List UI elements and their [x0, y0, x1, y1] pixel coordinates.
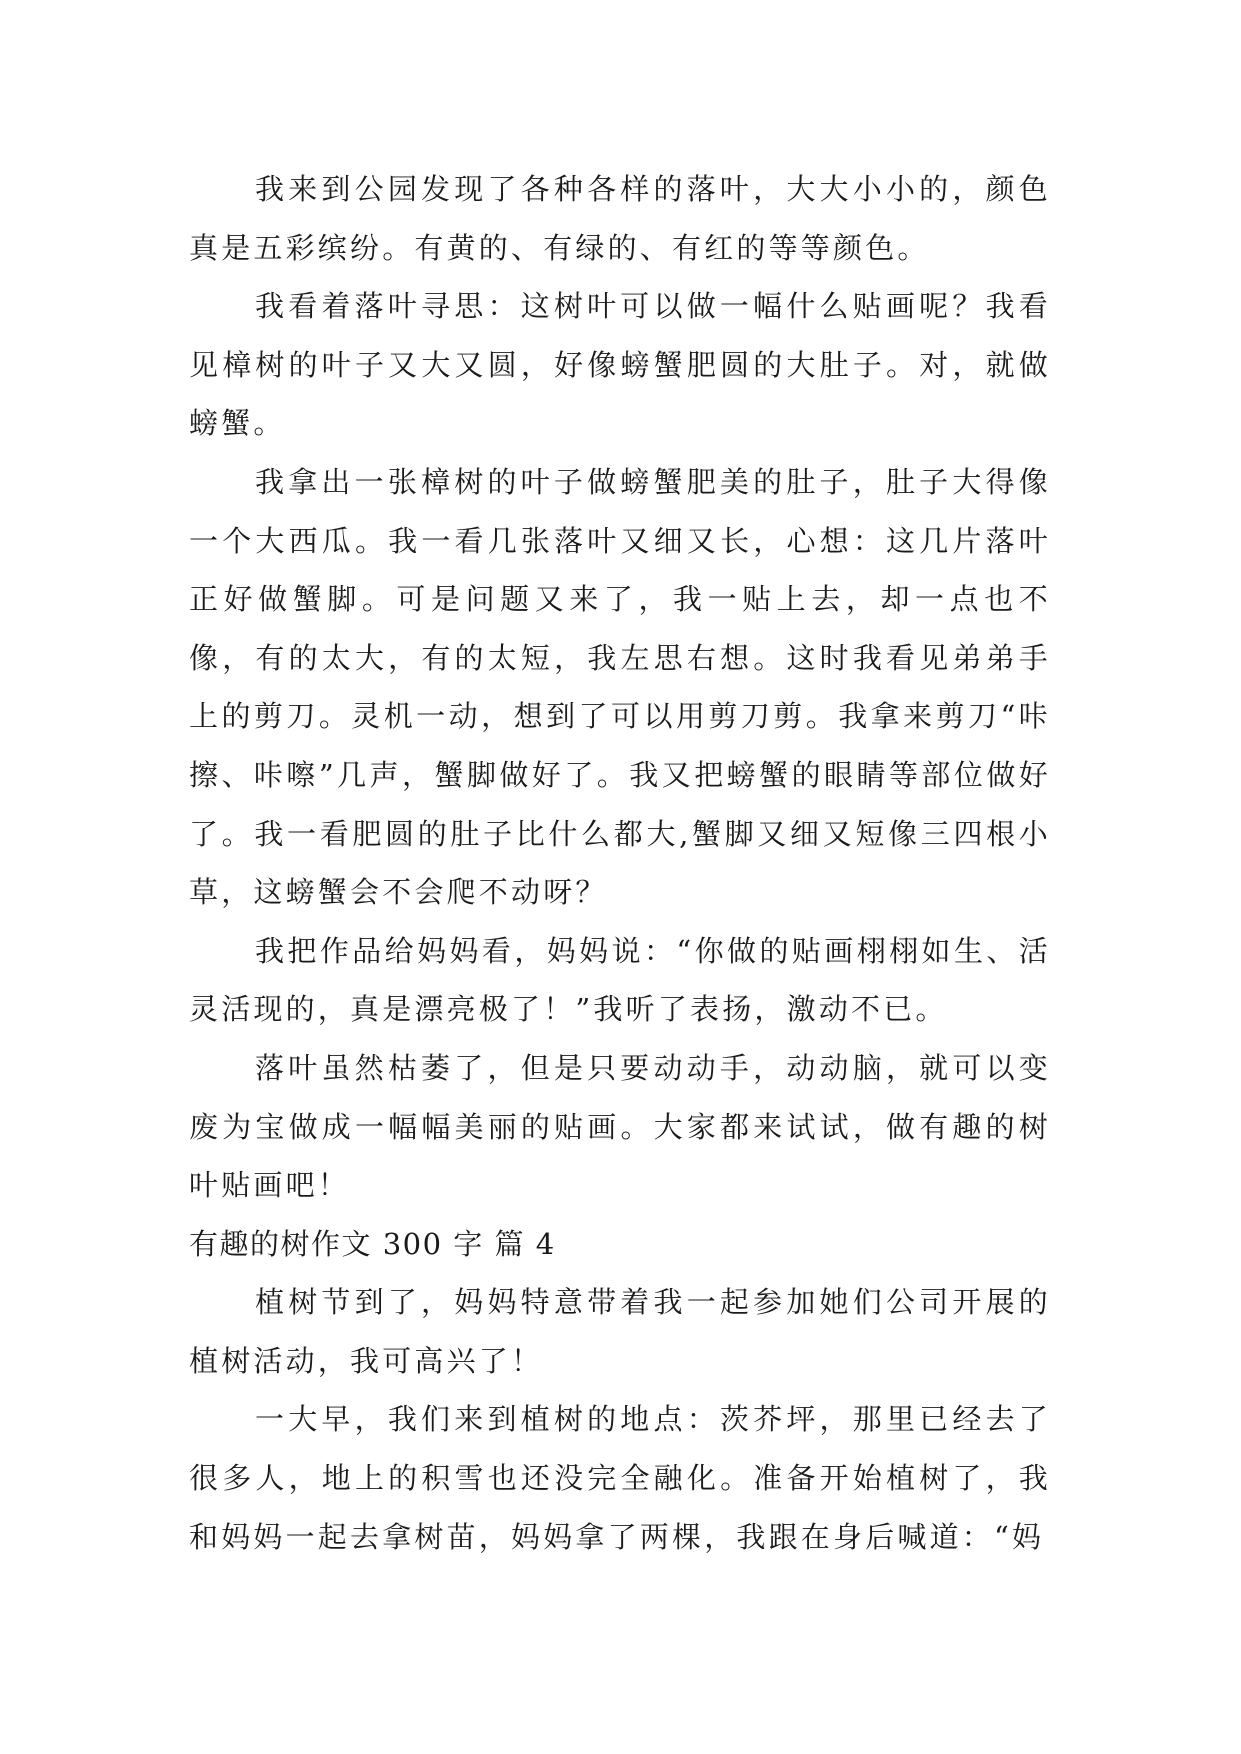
paragraph: 落叶虽然枯萎了，但是只要动动手，动动脑，就可以变废为宝做成一幅幅美丽的贴画。大家都来试试，做有趣的树叶贴画吧！	[189, 1050, 1051, 1203]
document-page	[189, 160, 1051, 1566]
paragraph: 我拿出一张樟树的叶子做螃蟹肥美的肚子，肚子大得像一个大西瓜。我一看几张落叶又细又长，心想：这几片落叶正好做蟹脚。可是问题又来了，我一贴上去，却一点也不像，有的太大，有的太短，我左思右想。这时我看见弟弟手上的剪刀。灵机一动，想到了可以用剪刀剪。我拿来剪刀“咔擦、咔嚓”几声，蟹脚做好了。我又把螃蟹的眼睛等部位做好了。我一看肥圆的肚子比什么都大,蟹脚又细又短像三四根小草，这螃蟹会不会爬不动呀？	[189, 464, 1051, 910]
paragraph: 我来到公园发现了各种各样的落叶，大大小小的，颜色真是五彩缤纷。有黄的、有绿的、有红的等等颜色。	[189, 172, 1051, 265]
paragraph: 一大早，我们来到植树的地点：茨芥坪，那里已经去了很多人，地上的积雪也还没完全融化。准备开始植树了，我和妈妈一起去拿树苗，妈妈拿了两棵，我跟在身后喊道：“妈	[189, 1402, 1051, 1554]
paragraph: 植树节到了，妈妈特意带着我一起参加她们公司开展的植树活动，我可高兴了！	[189, 1285, 1051, 1378]
paragraph: 我把作品给妈妈看，妈妈说：“你做的贴画栩栩如生、活灵活现的，真是漂亮极了！”我听了表扬，激动不已。	[189, 933, 1051, 1027]
section-heading: 有趣的树作文 300 字 篇 4	[189, 1226, 556, 1261]
paragraph: 我看着落叶寻思：这树叶可以做一幅什么贴画呢？我看见樟树的叶子又大又圆，好像螃蟹肥圆的大肚子。对，就做螃蟹。	[189, 289, 1051, 441]
